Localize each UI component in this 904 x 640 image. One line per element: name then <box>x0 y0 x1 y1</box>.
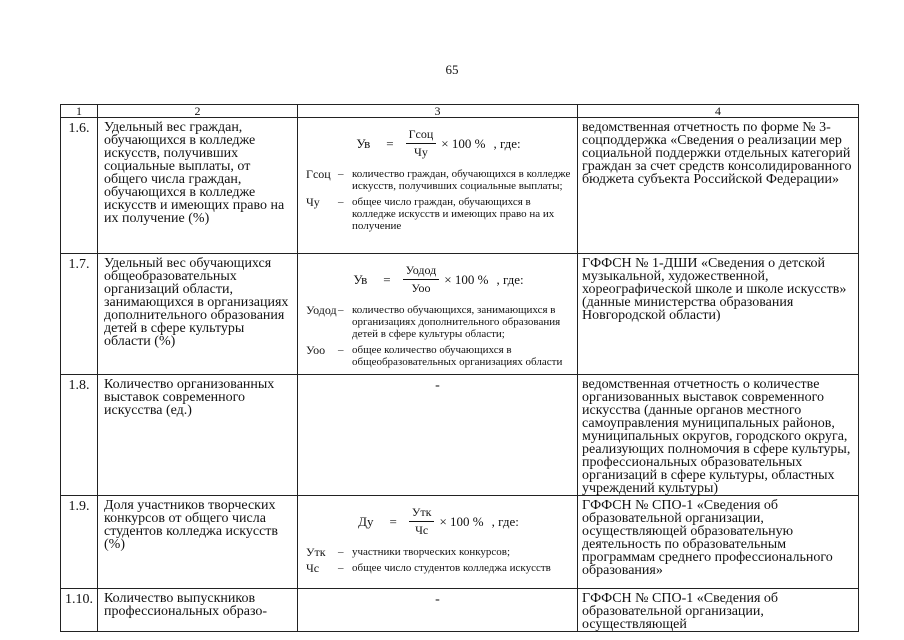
definition-dash: – <box>338 304 344 316</box>
fraction-numerator: Уодод <box>403 264 440 280</box>
definition <box>306 344 571 368</box>
formula-cell <box>298 254 578 375</box>
formula <box>306 122 571 164</box>
indicator-name: Доля участников творческих конкурсов от общего числа студентов колледжа искусств (%) <box>98 496 298 589</box>
definition-text: количество обучающихся, занимающихся в организациях дополнительного образования детей в сфере культуры области; <box>352 304 561 340</box>
fraction <box>406 128 437 159</box>
definition-text: участники творческих конкурсов; <box>352 546 511 558</box>
indicator-name: Количество организованных выставок современного искусства (ед.) <box>98 375 298 496</box>
table-row <box>61 254 859 375</box>
table-row <box>61 589 859 632</box>
definition <box>306 304 571 340</box>
formula <box>306 500 571 542</box>
formula-empty-dash: - <box>298 589 578 632</box>
definition-symbol: Утк <box>306 545 326 559</box>
formula-where: , где: <box>496 271 524 287</box>
definition-text: количество граждан, обучающихся в колледже искусств, получивших социальные выплаты; <box>352 168 571 192</box>
definition-symbol: Чс <box>306 561 320 575</box>
table-row <box>61 375 859 496</box>
formula-multiplier: × 100 % <box>439 513 484 529</box>
indicator-name: Количество выпускников профессиональных образо- <box>98 589 298 632</box>
header-col-1: 1 <box>61 105 98 118</box>
row-number: 1.10. <box>61 589 98 632</box>
definition <box>306 562 571 574</box>
indicator-name: Удельный вес обучающихся общеобразовательных организаций области, занимающихся в организациях дополнительного образования детей в сфере культуры области (%) <box>98 254 298 375</box>
table-row <box>61 118 859 254</box>
definition <box>306 196 571 232</box>
row-number: 1.9. <box>61 496 98 589</box>
fraction-denominator: Уоо <box>411 280 431 295</box>
formula-multiplier: × 100 % <box>441 135 486 151</box>
definition <box>306 546 571 558</box>
header-row <box>61 105 859 118</box>
formula-where: , где: <box>493 135 521 151</box>
header-col-4: 4 <box>578 105 859 118</box>
header-col-2: 2 <box>98 105 298 118</box>
definition-text: общее количество обучающихся в общеобразовательных организациях области <box>352 344 563 368</box>
source-text: ведомственная отчетность по форме № 3-соцподдержка «Сведения о реализации мер социальной поддержки отдельных категорий граждан за счет средств консолидированного бюджета субъекта Российской Федерации» <box>578 118 859 254</box>
source-text: ГФФСН № СПО-1 «Сведения об образовательной организации, осуществляющей образовательную деятельность по образовательным программам среднего профессионального образования» <box>578 496 859 589</box>
table-row <box>61 496 859 589</box>
definition-symbol: Уодод <box>306 303 337 317</box>
definition-dash: – <box>338 546 344 558</box>
definition <box>306 168 571 192</box>
source-text: ГФФСН № 1-ДШИ «Сведения о детской музыкальной, художественной, хореографической школе и школе искусств» (данные министерства образования Новгородской области) <box>578 254 859 375</box>
formula-empty-dash: - <box>298 375 578 496</box>
formula <box>306 258 571 300</box>
page-number: 65 <box>445 62 459 77</box>
header-col-3: 3 <box>298 105 578 118</box>
indicator-table <box>60 104 859 632</box>
definition-text: общее число граждан, обучающихся в колледже искусств и имеющих право на их получение <box>352 196 555 232</box>
source-text: ГФФСН № СПО-1 «Сведения об образовательной организации, осуществляющей <box>578 589 859 632</box>
definition-symbol: Уоо <box>306 343 326 357</box>
source-text: ведомственная отчетность о количестве организованных выставок современного искусства (данные органов местного самоуправления муниципальных районов, муниципальных округов, городского округа, реализующих полномочия в сфере культуры, профессиональных образовательных организаций в сфере культуры, областных учреждений культуры) <box>578 375 859 496</box>
formula-cell <box>298 118 578 254</box>
formula-multiplier: × 100 % <box>444 271 489 287</box>
indicator-name: Удельный вес граждан, обучающихся в колледже искусств, получивших социальные выплаты, от общего числа граждан, обучающихся в колледже искусств и имеющих право на их получение (%) <box>98 118 298 254</box>
equals-sign: = <box>386 135 394 151</box>
definition-dash: – <box>338 196 344 208</box>
definition-dash: – <box>338 168 344 180</box>
equals-sign: = <box>383 271 391 287</box>
definition-dash: – <box>338 344 344 356</box>
formula-where: , где: <box>491 513 519 529</box>
fraction <box>403 264 440 295</box>
definition-symbol: Чу <box>306 195 320 209</box>
fraction-numerator: Утк <box>409 506 435 522</box>
row-number: 1.8. <box>61 375 98 496</box>
row-number: 1.7. <box>61 254 98 375</box>
fraction-numerator: Гсоц <box>406 128 437 144</box>
formula-lhs: Ув <box>353 271 368 287</box>
formula-cell <box>298 496 578 589</box>
definition-symbol: Гсоц <box>306 167 331 181</box>
fraction-denominator: Чс <box>415 522 429 537</box>
fraction-denominator: Чу <box>414 144 428 159</box>
formula-lhs: Ув <box>356 135 371 151</box>
fraction <box>409 506 435 537</box>
equals-sign: = <box>389 513 397 529</box>
definition-dash: – <box>338 562 344 574</box>
row-number: 1.6. <box>61 118 98 254</box>
formula-lhs: Ду <box>358 513 374 529</box>
definition-text: общее число студентов колледжа искусств <box>352 562 551 574</box>
